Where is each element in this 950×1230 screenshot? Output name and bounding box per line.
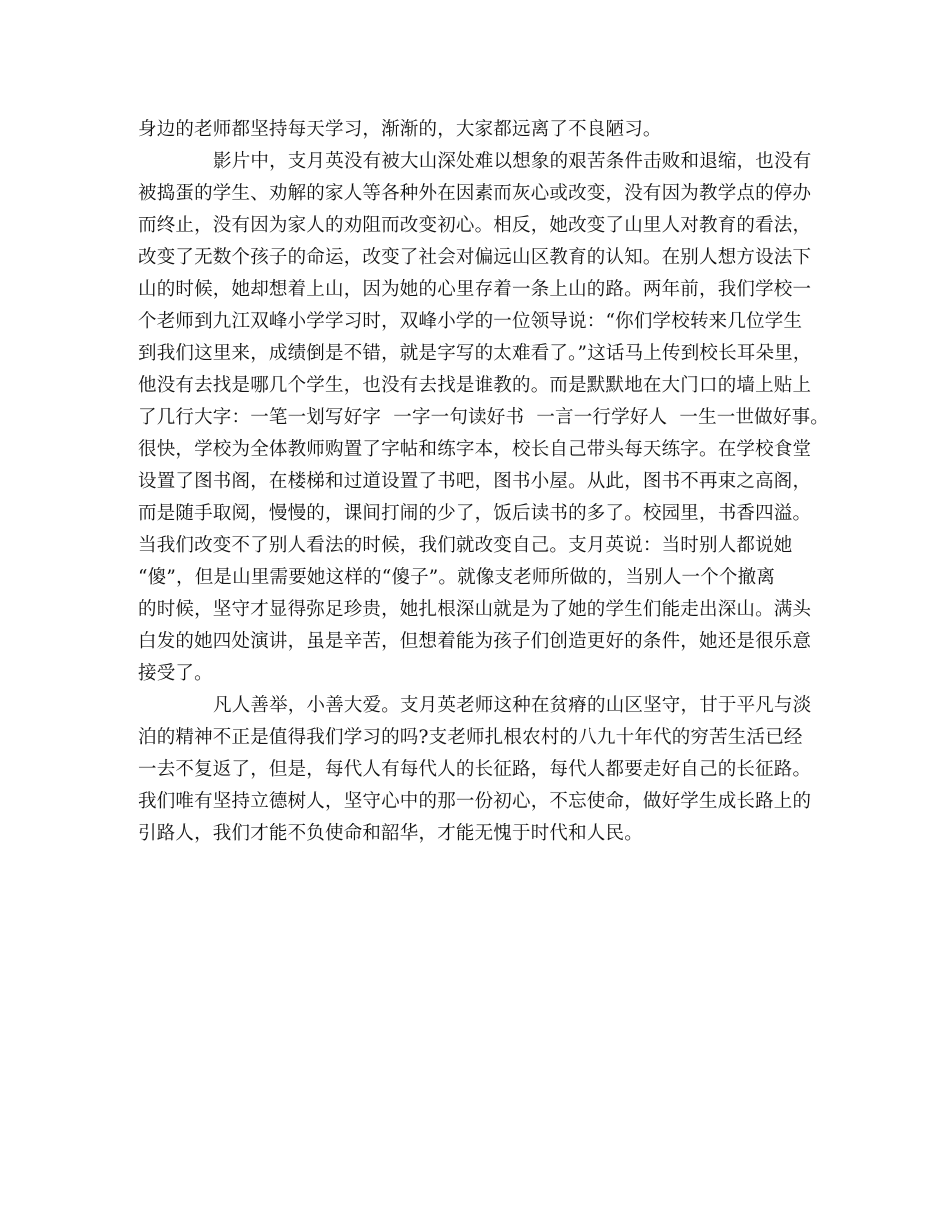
body-text xyxy=(138,114,838,850)
text-line: 接受了。 xyxy=(138,663,213,684)
text-line: 我们唯有坚持立德树人，坚守心中的那一份初心，不忘使命，做好学生成长路上的 xyxy=(138,791,812,812)
text-line: 的时候，坚守才显得弥足珍贵，她扎根深山就是为了她的学生们能走出深山。满头 xyxy=(138,599,812,620)
text-line: 个老师到九江双峰小学学习时，双峰小学的一位领导说：“你们学校转来几位学生 xyxy=(138,311,803,332)
text-line: 他没有去找是哪几个学生，也没有去找是谁教的。而是默默地在大门口的墙上贴上 xyxy=(138,375,812,396)
text-line: 改变了无数个孩子的命运，改变了社会对偏远山区教育的认知。在别人想方设法下 xyxy=(138,247,812,268)
paragraph-start-line: 影片中，支月英没有被大山深处难以想象的艰苦条件击败和退缩，也没有 xyxy=(213,151,812,172)
text-line: 而终止，没有因为家人的劝阻而改变初心。相反，她改变了山里人对教育的看法， xyxy=(138,215,812,236)
text-line: 一去不复返了，但是，每代人有每代人的长征路，每代人都要走好自己的长征路。 xyxy=(138,759,812,780)
text-line: “傻”，但是山里需要她这样的“傻子”。就像支老师所做的，当别人一个个撤离 xyxy=(138,567,776,588)
text-line: 泊的精神不正是值得我们学习的吗?支老师扎根农村的八九十年代的穷苦生活已经 xyxy=(138,727,803,748)
text-line: 设置了图书阁，在楼梯和过道设置了书吧，图书小屋。从此，图书不再束之高阁， xyxy=(138,471,812,492)
text-line: 了几行大字：一笔一划写好字 一字一句读好书 一言一行学好人 一生一世做好事。 xyxy=(138,407,829,428)
text-line: 山的时候，她却想着上山，因为她的心里存着一条上山的路。两年前，我们学校一 xyxy=(138,279,812,300)
text-line: 而是随手取阅，慢慢的，课间打闹的少了，饭后读书的多了。校园里，书香四溢。 xyxy=(138,503,812,524)
text-line: 身边的老师都坚持每天学习，渐渐的，大家都远离了不良陋习。 xyxy=(138,119,662,140)
text-line: 当我们改变不了别人看法的时候，我们就改变自己。支月英说：当时别人都说她 xyxy=(138,535,793,556)
text-line: 引路人，我们才能不负使命和韶华，才能无愧于时代和人民。 xyxy=(138,823,643,844)
text-line: 被捣蛋的学生、劝解的家人等各种外在因素而灰心或改变，没有因为教学点的停办 xyxy=(138,183,812,204)
text-line: 白发的她四处演讲，虽是辛苦，但想着能为孩子们创造更好的条件，她还是很乐意 xyxy=(138,631,812,652)
text-line: 到我们这里来，成绩倒是不错，就是字写的太难看了。”这话马上传到校长耳朵里， xyxy=(138,343,812,364)
paragraph-start-line: 凡人善举，小善大爱。支月英老师这种在贫瘠的山区坚守，甘于平凡与淡 xyxy=(213,695,812,716)
text-line: 很快，学校为全体教师购置了字帖和练字本，校长自己带头每天练字。在学校食堂 xyxy=(138,439,812,460)
